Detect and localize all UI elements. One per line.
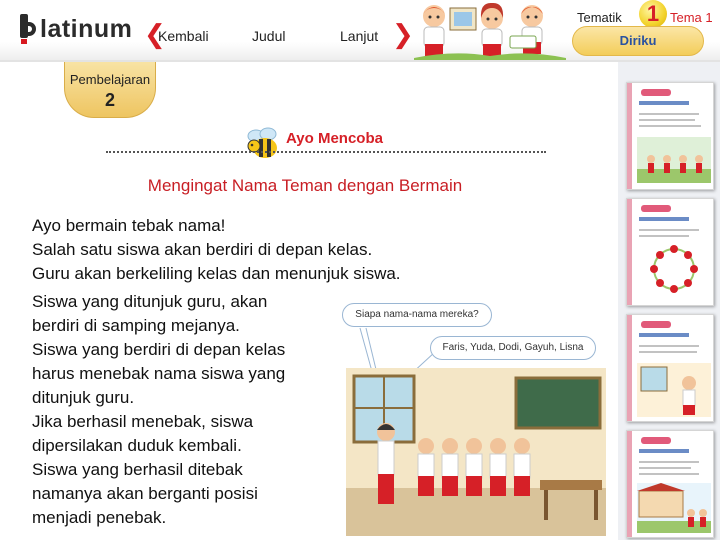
- thumbnail-image: [637, 483, 711, 533]
- text-line: Siswa yang ditunjuk guru, akan: [32, 292, 268, 311]
- text-line: Guru akan berkeliling kelas dan menunjuk siswa.: [32, 264, 401, 283]
- intro-paragraph: [32, 214, 472, 286]
- section-divider: [106, 151, 546, 153]
- children-illustration: [414, 0, 566, 60]
- classroom-illustration: [346, 368, 606, 536]
- activity-title: Mengingat Nama Teman dengan Bermain: [147, 176, 463, 195]
- lesson-number: 2: [104, 90, 115, 110]
- text-line: Ayo bermain tebak nama!: [32, 216, 226, 235]
- tema-label: Tema 1: [670, 10, 713, 25]
- tematik-label: Tematik: [577, 10, 622, 25]
- text-line: berdiri di samping mejanya.: [32, 316, 240, 335]
- back-button[interactable]: Kembali: [158, 28, 209, 44]
- tematik-number: 1: [639, 0, 667, 28]
- page-thumbnail-4[interactable]: [626, 430, 714, 538]
- page-thumbnail-2[interactable]: [626, 198, 714, 306]
- section-title: Ayo Mencoba: [286, 130, 383, 147]
- text-line: Siswa yang berhasil ditebak: [32, 460, 243, 479]
- text-line: Salah satu siswa akan berdiri di depan kelas.: [32, 240, 373, 259]
- text-line: Jika berhasil menebak, siswa: [32, 412, 254, 431]
- chevron-right-icon[interactable]: ❯: [392, 20, 414, 50]
- speech-bubble-answer: Faris, Yuda, Dodi, Gayuh, Lisna: [430, 336, 596, 360]
- title-button[interactable]: Judul: [252, 28, 286, 44]
- page-thumbnail-strip: [618, 62, 720, 540]
- rules-paragraph: [32, 290, 332, 530]
- bee-icon: [244, 124, 284, 164]
- platinum-logo: [18, 12, 132, 46]
- thumbnail-image: [637, 137, 711, 183]
- page-thumbnail-3[interactable]: [626, 314, 714, 422]
- tema-name[interactable]: Diriku: [619, 33, 657, 48]
- logo-mark-icon: [18, 14, 38, 44]
- speech-bubble-question: Siapa nama-nama mereka?: [342, 303, 492, 327]
- logo-text: latinum: [40, 14, 133, 43]
- text-line: namanya akan berganti posisi: [32, 484, 258, 503]
- next-button[interactable]: Lanjut: [340, 28, 379, 44]
- chevron-left-icon[interactable]: ❮: [144, 20, 166, 50]
- lesson-label: Pembelajaran: [69, 72, 151, 87]
- page-thumbnail-1[interactable]: [626, 82, 714, 190]
- text-line: Siswa yang berdiri di depan kelas: [32, 340, 286, 359]
- text-line: menjadi penebak.: [32, 508, 167, 527]
- thumbnail-image: [637, 243, 711, 301]
- text-line: harus menebak nama siswa yang: [32, 364, 286, 383]
- text-line: dipersilakan duduk kembali.: [32, 436, 242, 455]
- thumbnail-image: [637, 363, 711, 417]
- text-line: ditunjuk guru.: [32, 388, 135, 407]
